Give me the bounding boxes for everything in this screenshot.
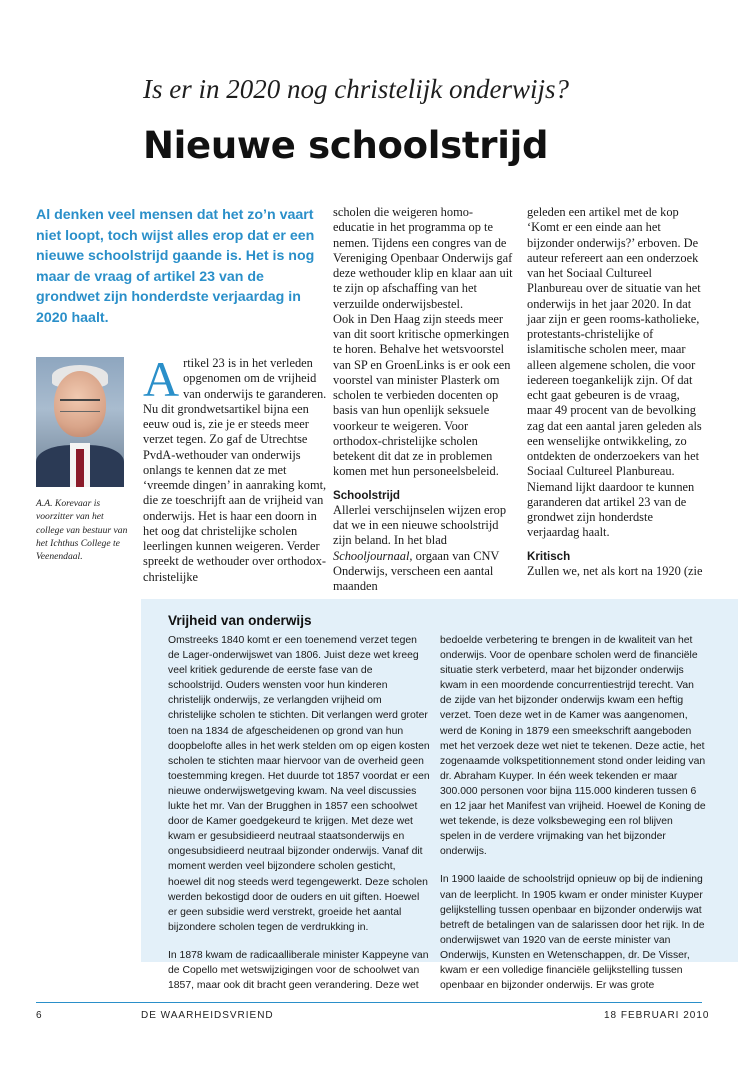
issue-date: 18 FEBRUARI 2010 (604, 1010, 710, 1021)
sidebar-column-left (168, 633, 430, 993)
article-column-2 (333, 205, 513, 594)
sidebar-paragraph: In 1900 laaide de schoolstrijd opnieuw op bij de indiening van de leerplicht. In 1905 kwam er onder minister Kuyper gelijkstelling tussen openbaar en bijzonder onderwijs wat betreft de betalingen van de salarissen door het rijk. In de onderwijswet van 1920 van de eerste minister van Onderwijs, Kunsten en Wetenschappen, dr. De Visser, kwam er een volledige financiële gelijkstelling tussen openbaar en bijzonder onderwijs. Er was grote (440, 874, 705, 992)
column-2-paragraph: scholen die weigeren homo-educatie in het programma op te nemen. Tijdens een congres van de Vereniging Openbaar Onderwijs gaf deze wethouder klip en klaar aan uit te zijn op afschaffing van het verzuilde onderwijsbestel. (333, 205, 513, 311)
article-column-3 (527, 205, 703, 579)
author-photo (36, 357, 124, 487)
column-1-text: rtikel 23 is in het verleden opgenomen om de vrijheid van onderwijs te garanderen. Nu dit grondwetsartikel bijna een eeuw oud is, zie je er steeds meer verzet tegen. Zo gaf de Utrechtse PvdA-wethouder van onderwijs onlangs te kennen dat ze met ‘vreemde dingen’ in aanraking komt, die ze toeschrijft aan de vrijheid van onderwijs. Het is haar een doorn in het oog dat christelijke scholen leerlingen kunnen weigeren. Verder spreekt de wethouder over orthodox-christelijke (143, 356, 327, 584)
sidebar-paragraph: bedoelde verbetering te brengen in de kwaliteit van het onderwijs. Voor de openbare scholen werd de financiële situatie sterk verbeterd, maar het bijzonder onderwijs kwam in een moordende concurrentiestrijd terecht. Van de zijde van het bijzonder onderwijs kwam een heftig verzet. Toen deze wet in de Kamer was aangenomen, werd de Koning in 1879 een smeekschrift aangeboden met het verzoek deze wet niet te tekenen. Deze actie, het zogenaamde volkspetitionnement stond onder leiding van dr. Abraham Kuyper. In één week tekenden er maar 300.000 personen voor bijna 115.000 kinderen tussen 6 en 12 jaar het Manifest van vrijheid. Hoewel de Koning de wet tekende, is deze volksbeweging een rol blijven spelen in de verdere vrijmaking van het bijzonder onderwijs. (440, 635, 706, 858)
publication-name: DE WAARHEIDSVRIEND (141, 1010, 274, 1021)
sidebar-paragraph: In 1878 kwam de radicaalliberale minister Kappeyne van de Copello met wetswijzigingen voor de schoolwet van 1857, maar ook dit bracht geen verandering. Deze wet (168, 949, 429, 992)
photo-caption: A.A. Korevaar is voorzitter van het college van bestuur van het Ichthus College te Veenendaal. (36, 498, 128, 563)
headline: Nieuwe schoolstrijd (143, 124, 549, 167)
subheading-schoolstrijd: Schoolstrijd (333, 488, 400, 502)
sidebar-paragraph: Omstreeks 1840 komt er een toenemend verzet tegen de Lager-onderwijswet van 1806. Juist deze wet kreeg veel kritiek gedurende de eerste fase van de schoolstrijd. Ouders wensten voor hun kinderen christelijk onderwijs, ze verlangden vrijheid om christelijke scholen te stichten. Dit verlangen werd groter toen na 1834 de afgescheidenen op grond van hun doopbelofte alles in het werk stelden om op eigen kosten scholen te stichten maar hiervoor van de overheid geen toestemming kregen. Het duurde tot 1857 voordat er een nieuwe onderwijswetgeving kwam. Na veel discussies lukte het mr. Van der Brugghen in 1857 een schoolwet door de Kamer goedgekeurd te krijgen. Met deze wet kwam er gesubsidieerd neutraal staatsonderwijs en ongesubsidieerd neutraal bijzonder onderwijs. Vanaf dit moment werden veel bijzondere scholen gesticht, hoewel dit nog steeds werd tegengewerkt. Deze scholen werden bekostigd door de ouders en uit giften. Hoewel er geen subsidie werd verstrekt, groeide het aantal bijzondere scholen tegen de verdrukking in. (168, 635, 430, 933)
article-column-1 (143, 351, 333, 585)
column-2-paragraph: Allerlei verschijnselen wijzen erop dat we in een nieuwe schoolstrijd zijn beland. In het blad Schooljournaal, orgaan van CNV Onderwijs, verscheen een aantal maanden (333, 502, 507, 593)
drop-cap: A (143, 351, 180, 407)
footer-rule (36, 1002, 702, 1003)
column-2-paragraph: Ook in Den Haag zijn steeds meer van dit soort kritische opmerkingen te horen. Behalve het wetsvoorstel van SP en GroenLinks is er ook een voorstel van minister Plasterk om scholen te verbieden docenten op basis van hun openlijk seksuele voorkeur te weigeren. Voor orthodox-christelijke scholen betekent dit dat ze in problemen komen met hun personeelsbeleid. (333, 311, 511, 479)
sidebar-title: Vrijheid van onderwijs (168, 613, 312, 628)
lead-paragraph: Al denken veel mensen dat het zo’n vaart niet loopt, toch wijst alles erop dat er een nieuwe schoolstrijd gaande is. Het is nog maar de vraag of artikel 23 van de grondwet zijn honderdste verjaardag in 2020 haalt. (36, 207, 315, 326)
journal-title: Schooljournaal (333, 548, 410, 563)
column-3-paragraph: Zullen we, net als kort na 1920 (zie (527, 563, 703, 578)
kicker: Is er in 2020 nog christelijk onderwijs? (143, 74, 569, 104)
column-3-paragraph: geleden een artikel met de kop ‘Komt er een einde aan het bijzonder onderwijs?’ erboven. De auteur refereert aan een onderzoek van het Sociaal Cultureel Planbureau over de situatie van het onderwijs in het jaar 2020. In dat jaar zijn er geen rooms-katholieke, protestants-christelijke of islamitische scholen meer, maar alleen algemene scholen, die voor iedereen toegankelijk zijn. Of dat echt gaat gebeuren is de vraag, maar 49 procent van de bevolking zag dat een aantal jaren geleden als een wenselijke ontwikkeling, zo ontdekten de onderzoekers van het Sociaal Cultureel Planbureau. Niemand lijkt daardoor te kunnen garanderen dat artikel 23 van de grondwet zijn honderdste verjaardag haalt. (527, 205, 702, 540)
subheading-kritisch: Kritisch (527, 549, 571, 563)
sidebar-column-right (440, 633, 706, 993)
page-number: 6 (36, 1010, 43, 1021)
